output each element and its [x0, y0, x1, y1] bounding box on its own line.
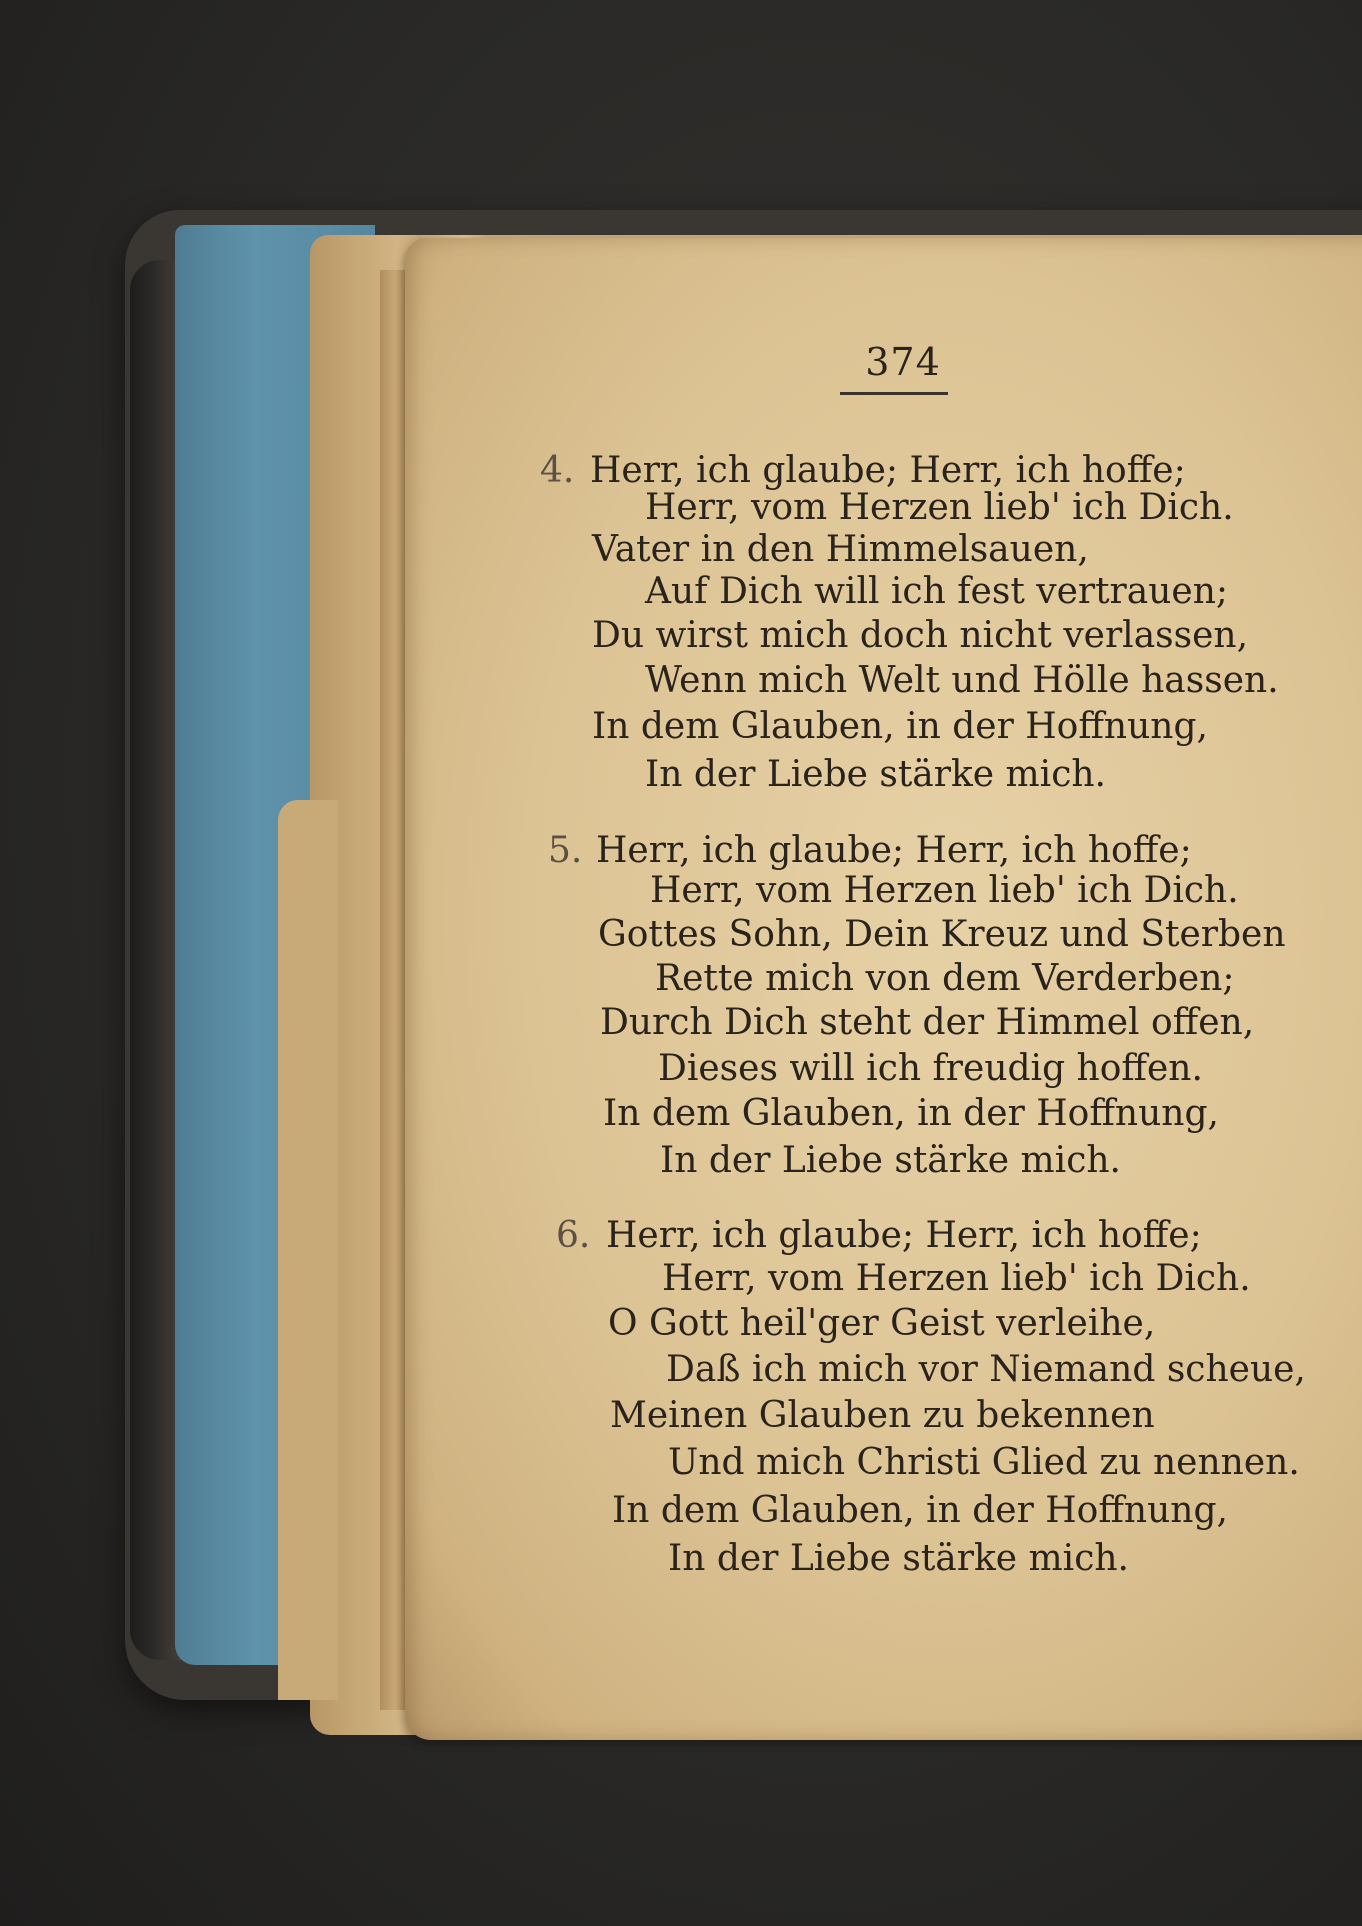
verse-line: Dieses will ich freudig hoffen. [658, 1048, 1203, 1089]
verse-line: Wenn mich Welt und Hölle hassen. [645, 660, 1279, 701]
verse-line: Meinen Glauben zu bekennen [610, 1395, 1155, 1436]
verse-line: In der Liebe stärke mich. [668, 1538, 1129, 1579]
verse-line: Durch Dich steht der Himmel offen, [600, 1002, 1255, 1043]
verse-line: Daß ich mich vor Niemand scheue, [666, 1349, 1306, 1390]
verse-line: Herr, vom Herzen lieb' ich Dich. [650, 870, 1239, 911]
verse-line: Herr, vom Herzen lieb' ich Dich. [662, 1258, 1251, 1299]
verse-line: Herr, vom Herzen lieb' ich Dich. [645, 487, 1234, 528]
verse-line: Auf Dich will ich fest vertrauen; [645, 571, 1229, 612]
folded-page-edge [278, 800, 338, 1700]
verse-line: In dem Glauben, in der Hoffnung, [592, 706, 1208, 747]
verse-line: O Gott heil'ger Geist verleihe, [608, 1303, 1156, 1344]
verse-line: Herr, ich glaube; Herr, ich hoffe; [606, 1215, 1202, 1256]
page-number-rule [840, 392, 948, 395]
verse-number: 4. [540, 450, 575, 491]
verse-number: 5. [548, 830, 583, 871]
verse-line: Herr, ich glaube; Herr, ich hoffe; [596, 830, 1192, 871]
verse-line: Du wirst mich doch nicht verlassen, [592, 615, 1249, 656]
verse-line: In dem Glauben, in der Hoffnung, [603, 1093, 1219, 1134]
verse-line: Und mich Christi Glied zu nennen. [668, 1442, 1300, 1483]
verse-line: Vater in den Himmelsauen, [592, 529, 1089, 570]
verse-line: In der Liebe stärke mich. [660, 1140, 1121, 1181]
verse-line: Herr, ich glaube; Herr, ich hoffe; [590, 450, 1186, 491]
verse-line: Rette mich von dem Verderben; [655, 958, 1235, 999]
verse-number: 6. [556, 1215, 591, 1256]
page-number: 374 [865, 340, 941, 384]
verse-line: Gottes Sohn, Dein Kreuz und Sterben [598, 914, 1286, 955]
verse-line: In dem Glauben, in der Hoffnung, [612, 1490, 1228, 1531]
verse-line: In der Liebe stärke mich. [645, 754, 1106, 795]
